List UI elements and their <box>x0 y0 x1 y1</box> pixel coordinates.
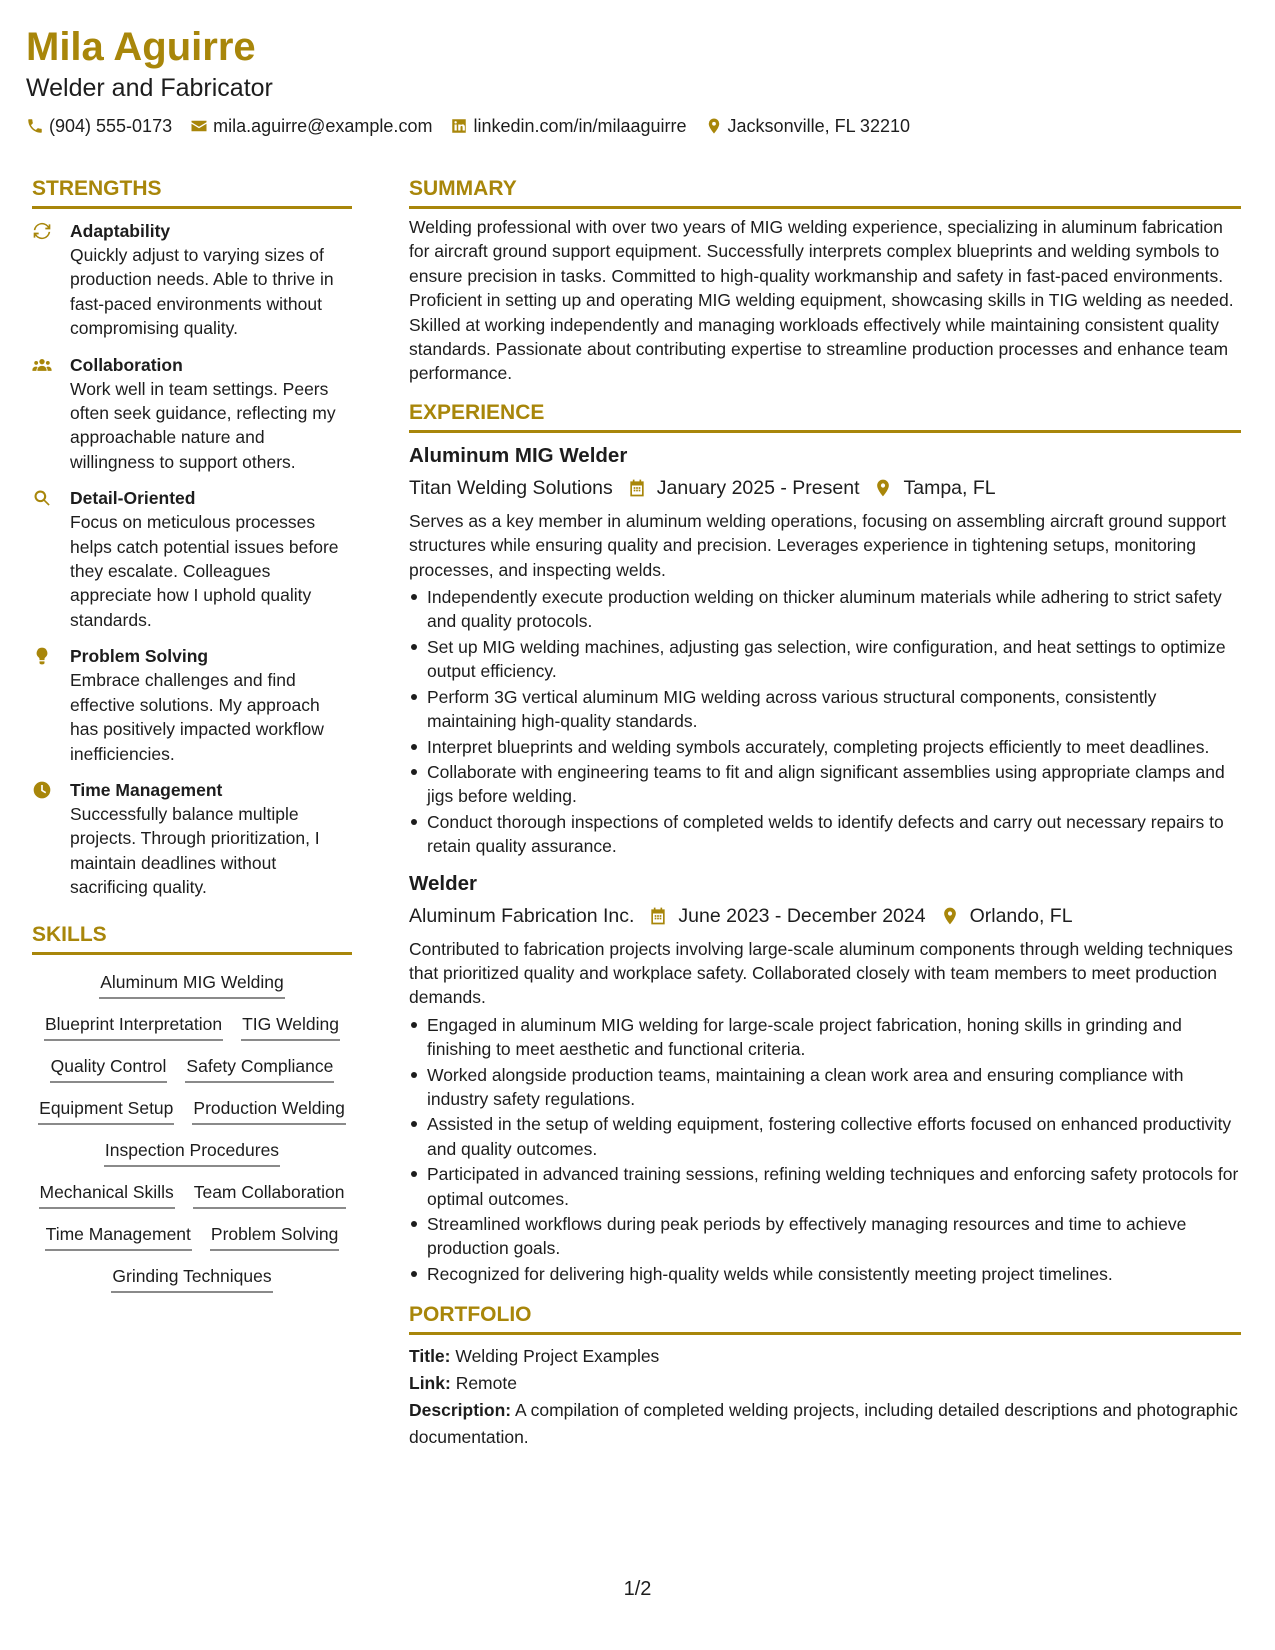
strength-desc: Quickly adjust to varying sizes of production needs. Able to thrive in fast-paced environments without compromising quality. <box>70 245 334 339</box>
job-location: Tampa, FL <box>903 476 996 499</box>
phone-text: (904) 555-0173 <box>49 116 173 136</box>
left-column <box>32 172 352 1293</box>
portfolio-link-label: Link: <box>409 1373 451 1394</box>
location-text: Jacksonville, FL 32210 <box>727 116 910 136</box>
clock-icon <box>32 780 52 800</box>
job-title: Aluminum MIG Welder <box>409 443 628 467</box>
summary-heading: SUMMARY <box>409 172 1241 209</box>
job-bullet: Perform 3G vertical aluminum MIG welding across various structural components, consistently maintaining high-quality standards. <box>409 685 1241 734</box>
search-icon <box>32 488 52 508</box>
map-pin-icon <box>873 478 893 498</box>
skill-tag: Grinding Techniques <box>111 1263 272 1293</box>
job-entry <box>409 441 1241 859</box>
strength-item <box>32 353 352 475</box>
summary-text: Welding professional with over two years of MIG welding experience, specializing in aluminum fabrication for aircraft ground support equipment. Successfully interprets complex blueprints and welding symbols to ensure precision in tasks. Committed to high-quality workmanship and safety in fast-paced environments. Proficient in setting up and operating MIG welding equipment, showcasing skills in TIG welding as needed. Skilled at working independently and managing workloads effectively while maintaining consistent quality standards. Passionate about contributing expertise to streamline production processes and enhance team performance. <box>409 217 1234 384</box>
page-number: 1/2 <box>623 1578 652 1600</box>
strength-item <box>32 486 352 632</box>
job-description: Contributed to fabrication projects involving large-scale aluminum components through welding techniques that prioritized quality and workplace safety. Collaborated closely with team members to meet production demands. <box>409 938 1233 1008</box>
portfolio-desc-label: Description: <box>409 1400 512 1421</box>
skill-tag: Mechanical Skills <box>39 1179 175 1209</box>
sync-icon <box>32 221 52 241</box>
job-company: Aluminum Fabrication Inc. <box>409 904 635 927</box>
portfolio-desc-value: A compilation of completed welding projects, including detailed descriptions and photographic documentation. <box>409 1400 1238 1448</box>
portfolio-link-value[interactable]: Remote <box>455 1373 517 1394</box>
lightbulb-icon <box>32 646 52 666</box>
job-bullets <box>409 1013 1241 1286</box>
strengths-list <box>32 219 352 900</box>
job-bullet: Participated in advanced training sessions, refining welding techniques and enforcing safety protocols for optimal outcomes. <box>409 1162 1241 1211</box>
candidate-role: Welder and Fabricator <box>26 74 273 102</box>
contact-email[interactable] <box>190 114 432 138</box>
skill-tag: Time Management <box>45 1221 192 1251</box>
strength-title: Detail-Oriented <box>70 488 196 509</box>
contact-linkedin[interactable] <box>450 114 686 138</box>
map-pin-icon <box>940 906 960 926</box>
job-bullet: Streamlined workflows during peak periods by effectively managing resources and time to achieve production goals. <box>409 1212 1241 1261</box>
strengths-heading: STRENGTHS <box>32 172 352 209</box>
portfolio-link-row <box>409 1370 1241 1397</box>
portfolio-block <box>409 1343 1241 1451</box>
calendar-icon <box>627 478 647 498</box>
job-bullets <box>409 585 1241 858</box>
contact-phone[interactable] <box>26 114 172 138</box>
job-bullet: Set up MIG welding machines, adjusting gas selection, wire configuration, and heat settings to optimize output efficiency. <box>409 635 1241 684</box>
job-bullet: Independently execute production welding on thicker aluminum materials while adhering to strict safety and quality protocols. <box>409 585 1241 634</box>
strength-title: Time Management <box>70 779 223 800</box>
strength-title: Adaptability <box>70 221 171 241</box>
map-pin-icon <box>705 117 723 135</box>
job-title: Welder <box>409 871 477 895</box>
skill-tag: Safety Compliance <box>185 1053 334 1083</box>
job-location: Orlando, FL <box>969 904 1073 927</box>
strength-desc: Focus on meticulous processes helps catch potential issues before they escalate. Colleagues appreciate how I uphold quality standards. <box>70 512 339 630</box>
strength-item <box>32 219 352 341</box>
right-column <box>409 172 1241 1451</box>
skill-tag: Quality Control <box>50 1053 168 1083</box>
contact-row <box>26 114 1246 138</box>
strength-item <box>32 778 352 900</box>
job-dates: June 2023 - December 2024 <box>678 904 926 927</box>
skill-tag: TIG Welding <box>241 1011 340 1041</box>
candidate-name: Mila Aguirre <box>26 25 256 69</box>
experience-heading: EXPERIENCE <box>409 396 1241 433</box>
job-bullet: Conduct thorough inspections of completed welds to identify defects and carry out necessary repairs to retain quality assurance. <box>409 810 1241 859</box>
job-bullet: Worked alongside production teams, maintaining a clean work area and ensuring compliance with industry safety regulations. <box>409 1063 1241 1112</box>
skill-tag: Inspection Procedures <box>104 1137 280 1167</box>
skill-tag: Team Collaboration <box>193 1179 346 1209</box>
job-bullet: Interpret blueprints and welding symbols accurately, completing projects efficiently to meet deadlines. <box>409 735 1241 759</box>
strength-desc: Successfully balance multiple projects. Through prioritization, I maintain deadlines without sacrificing quality. <box>70 803 320 898</box>
job-description: Serves as a key member in aluminum welding operations, focusing on assembling aircraft ground support structures while ensuring quality and precision. Leverages experience in tightening setups, monitoring processes, and inspecting welds. <box>409 510 1227 580</box>
strength-desc: Work well in team settings. Peers often seek guidance, reflecting my approachable nature and willingness to support others. <box>70 378 336 472</box>
job-entry <box>409 869 1241 1287</box>
portfolio-heading: PORTFOLIO <box>409 1298 1241 1335</box>
portfolio-title-label: Title: <box>409 1346 451 1367</box>
skill-tag: Problem Solving <box>210 1221 339 1251</box>
skill-tag: Production Welding <box>192 1095 345 1125</box>
strength-desc: Embrace challenges and find effective solutions. My approach has positively impacted workflow inefficiencies. <box>70 670 324 764</box>
portfolio-desc-row <box>409 1397 1241 1451</box>
skills-list <box>32 969 352 1293</box>
strength-title: Problem Solving <box>70 646 209 667</box>
job-bullet: Collaborate with engineering teams to fit and align significant assemblies using appropriate clamps and jigs before welding. <box>409 760 1241 809</box>
email-text: mila.aguirre@example.com <box>213 116 433 136</box>
job-bullet: Engaged in aluminum MIG welding for large-scale project fabrication, honing skills in grinding and finishing to meet aesthetic and functional criteria. <box>409 1013 1241 1062</box>
portfolio-title-row <box>409 1343 1241 1370</box>
skills-heading: SKILLS <box>32 918 352 955</box>
contact-location <box>705 114 910 138</box>
envelope-icon <box>190 117 208 135</box>
skill-tag: Blueprint Interpretation <box>44 1011 223 1041</box>
job-bullet: Recognized for delivering high-quality welds while consistently meeting project timelines. <box>409 1262 1241 1286</box>
job-company: Titan Welding Solutions <box>409 476 613 499</box>
job-bullet: Assisted in the setup of welding equipment, fostering collective efforts focused on enhanced productivity and quality outcomes. <box>409 1112 1241 1161</box>
skill-tag: Aluminum MIG Welding <box>99 969 285 999</box>
users-icon <box>32 355 52 375</box>
job-dates: January 2025 - Present <box>656 476 860 499</box>
resume-header <box>26 22 1246 138</box>
skill-tag: Equipment Setup <box>38 1095 174 1125</box>
job-meta <box>409 473 1241 503</box>
strength-item <box>32 644 352 766</box>
linkedin-icon <box>450 117 468 135</box>
portfolio-title-value: Welding Project Examples <box>455 1346 660 1367</box>
linkedin-text: linkedin.com/in/milaaguirre <box>473 116 687 136</box>
job-meta <box>409 901 1241 931</box>
calendar-icon <box>648 906 668 926</box>
strength-title: Collaboration <box>70 354 183 375</box>
phone-icon <box>26 117 44 135</box>
